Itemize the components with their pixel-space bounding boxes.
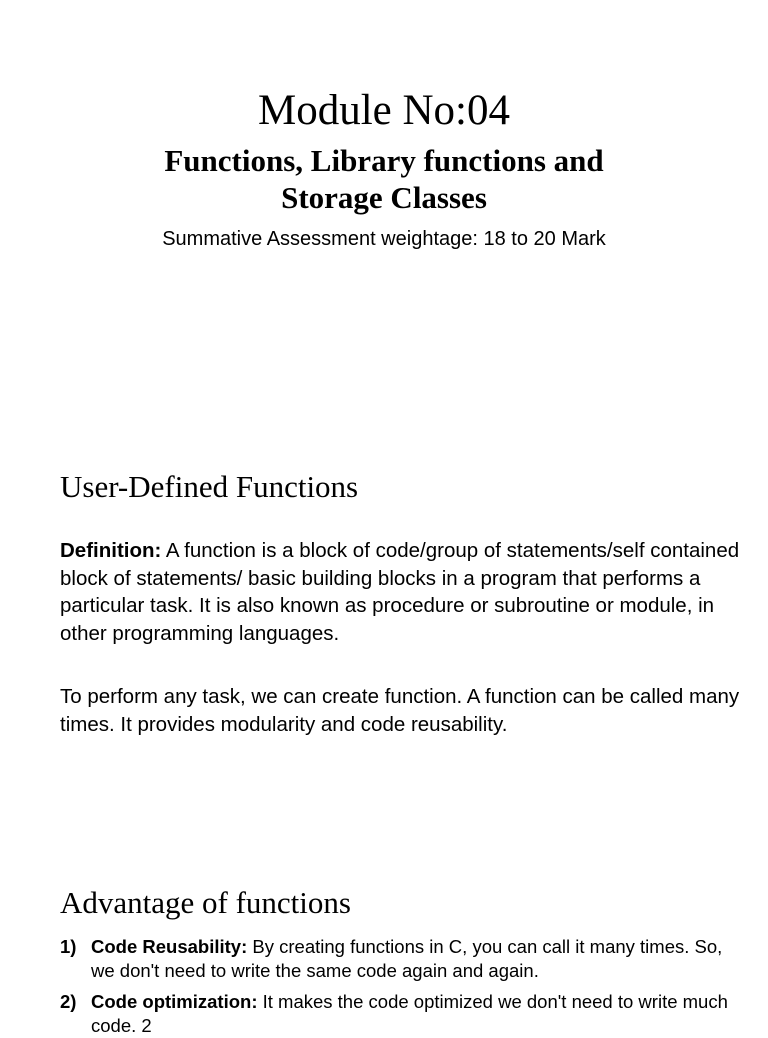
list-item-body: By creating functions in C, you can call it many times. So, we don't need to write the same code again and again. <box>91 936 723 981</box>
assessment-weightage: Summative Assessment weightage: 18 to 20 Mark <box>162 228 606 250</box>
list-item-label: Code Reusability: <box>91 936 248 957</box>
modularity-paragraph: To perform any task, we can create function. A function can be called many times. It provides modularity and code reusability. <box>60 685 740 736</box>
section-heading: Advantage of functions <box>60 885 351 920</box>
list-item-text <box>91 990 740 1038</box>
list-item-number: 2) <box>60 991 77 1012</box>
definition-text: A function is a block of code/group of statements/self contained block of statements/ basic building blocks in a program that performs a particular task. It is also known as procedure or subroutine or module, in other programming languages. <box>60 539 740 645</box>
list-item <box>60 990 740 1038</box>
list-item <box>60 935 740 983</box>
module-subtitle-line-2: Storage Classes <box>281 180 487 215</box>
list-item-label: Code optimization: <box>91 991 258 1012</box>
list-item-text <box>91 935 740 983</box>
module-subtitle <box>84 142 684 216</box>
definition-paragraph <box>60 537 740 647</box>
list-item-number: 1) <box>60 936 77 957</box>
section-heading: User-Defined Functions <box>60 469 359 504</box>
module-subtitle-line-1: Functions, Library functions and <box>164 143 604 178</box>
list-item-body: It makes the code optimized we don't need to write much code. 2 <box>91 991 728 1036</box>
definition-label: Definition: <box>60 539 162 562</box>
module-title: Module No:04 <box>257 87 511 134</box>
